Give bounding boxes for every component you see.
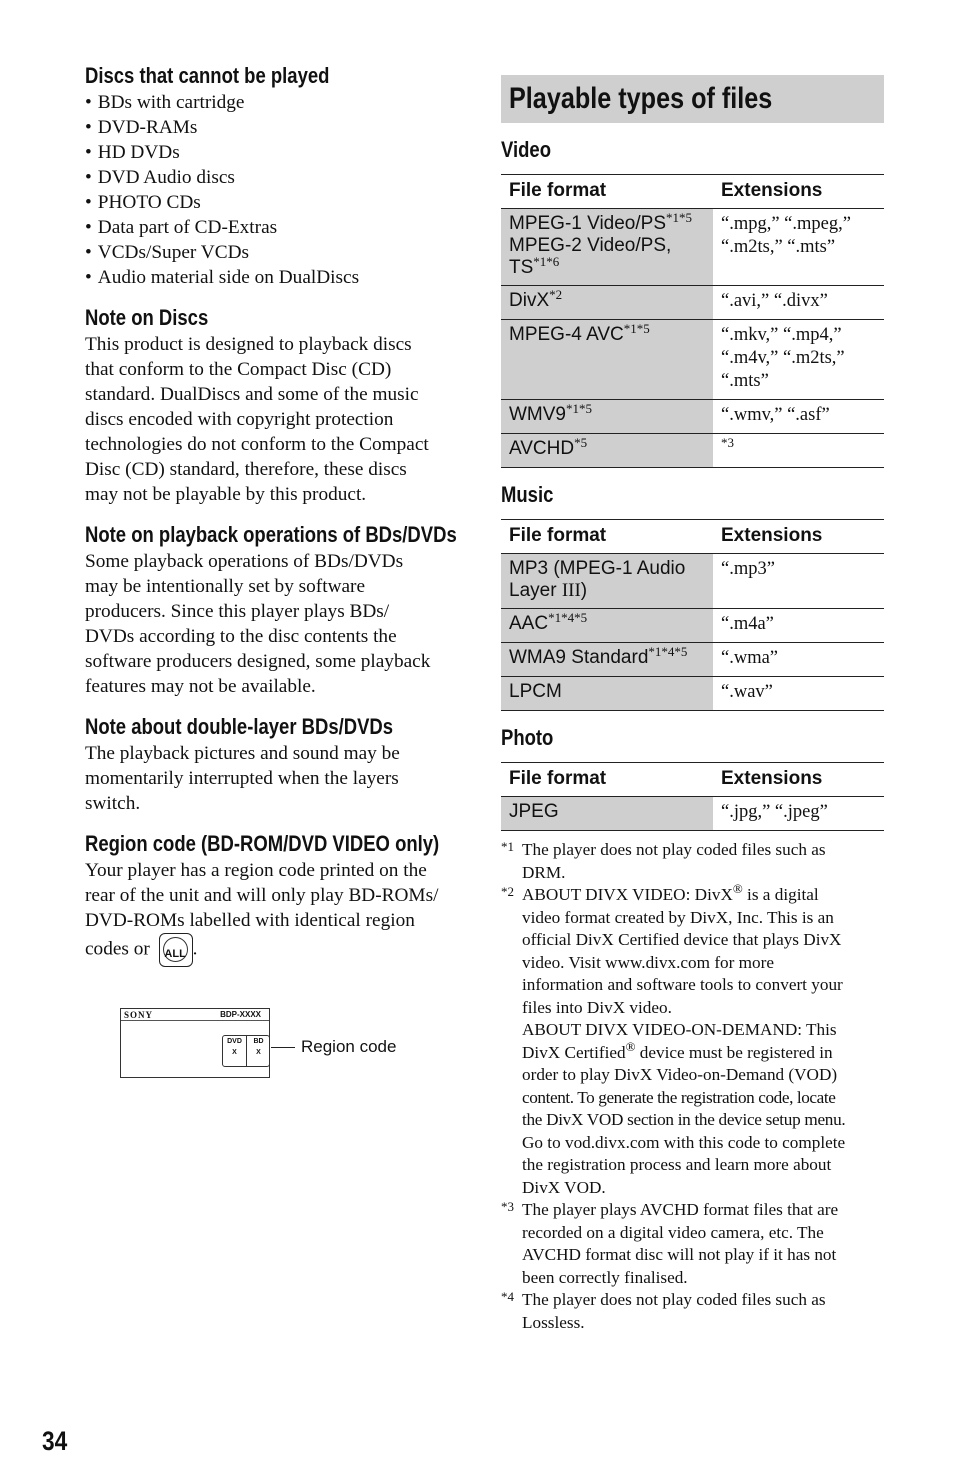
player-rear-panel-illustration [120, 1008, 270, 1078]
subheading-music: Music [501, 482, 554, 507]
format-cell: JPEG [501, 797, 713, 831]
table-row [501, 209, 884, 286]
region-code-callout: Region code [301, 1037, 397, 1056]
extension-cell: “.jpg,” “.jpeg” [713, 797, 884, 831]
text-line: DVDs according to the disc contents the [85, 626, 397, 647]
list-item: • DVD-RAMs [85, 115, 470, 140]
title-bar [501, 75, 884, 123]
footnote-mark: *4 [501, 1289, 514, 1304]
subheading-photo: Photo [501, 725, 554, 750]
extension-cell: “.mpg,” “.mpeg,” “.m2ts,” “.mts” [713, 209, 884, 286]
footnote-2: *2 ABOUT DIVX VIDEO: DivX® is a digital video format created by DivX, Inc. This is an official DivX Certified device that plays DivX video. Visit www.divx.com for more information and software tools to convert your files into DivX video. ABOUT DIVX VIDEO-ON-DEMAND: This DivX Certified® device must be registered in order to play DivX Video-on-Demand (VOD) content. To generate the registration code, locate the DivX VOD section in the device setup menu. Go to vod.divx.com with this code to complete the registration process and learn more about DivX VOD. [501, 881, 846, 1197]
format-cell: $AAC^{*1*4*5}$ [501, 609, 713, 643]
disc-list [85, 90, 470, 290]
text-line: codes or ALL . [85, 933, 470, 967]
text-line: DVD-ROMs labelled with identical region [85, 910, 415, 931]
list-item: • DVD Audio discs [85, 165, 470, 190]
list-item: • Data part of CD-Extras [85, 215, 470, 240]
column-header: File format [501, 763, 713, 797]
text-line: that conform to the Compact Disc (CD) [85, 359, 392, 380]
table-row [501, 286, 884, 320]
section-heading: Region code (BD-ROM/DVD VIDEO only) [85, 831, 440, 856]
list-item: • HD DVDs [85, 140, 470, 165]
subheading-video: Video [501, 137, 551, 162]
region-all-logo-icon: ALL [159, 933, 193, 967]
footnote-mark: *1 [501, 839, 514, 854]
column-header: File format [501, 175, 713, 209]
section-region-code [85, 830, 470, 967]
text-line: momentarily interrupted when the layers [85, 768, 399, 789]
table-row [501, 609, 884, 643]
table-row [501, 643, 884, 677]
extension-cell: “.wav” [713, 677, 884, 711]
text-line: technologies do not conform to the Compact [85, 434, 429, 455]
table-header [501, 175, 884, 209]
column-header: File format [501, 520, 713, 554]
paragraph [85, 332, 470, 507]
footnotes [501, 839, 884, 1334]
format-cell: $WMV9^{*1*5}$ [501, 400, 713, 434]
footnote-mark: *3 [501, 1199, 514, 1214]
section-note-double-layer [85, 713, 470, 816]
text-line: may not be playable by this product. [85, 484, 367, 505]
column-header: Extensions [713, 763, 884, 797]
section-discs-cannot-be-played [85, 62, 470, 290]
text-line: Disc (CD) standard, therefore, these discs [85, 459, 407, 480]
table-row [501, 434, 884, 468]
sony-logo: SONY [124, 1010, 154, 1020]
format-cell: MPEG-1 Video/$PS^{*1*5}$ MPEG-2 Video/PS, $TS^{*1*6}$ [501, 209, 713, 286]
text-line: software producers designed, some playback [85, 651, 431, 672]
extension-cell: “.mp3” [713, 554, 884, 609]
text-line: discs encoded with copyright protection [85, 409, 394, 430]
paragraph [85, 549, 470, 699]
extension-cell: “.mkv,” “.mp4,” “.m4v,” “.m2ts,” “.mts” [713, 320, 884, 400]
format-cell: WMA9 Standard$^{*1*4*5}$ [501, 643, 713, 677]
section-heading: Note on Discs [85, 305, 209, 330]
text-line: Your player has a region code printed on the [85, 860, 427, 881]
paragraph [85, 741, 470, 816]
text-line: standard. DualDiscs and some of the music [85, 384, 419, 405]
table-row [501, 677, 884, 711]
list-item: • Audio material side on DualDiscs [85, 265, 470, 290]
list-item: • VCDs/Super VCDs [85, 240, 470, 265]
text-line: may be intentionally set by software [85, 576, 366, 597]
region-code-label: DVD X BD X [222, 1035, 270, 1067]
photo-table [501, 762, 884, 831]
footnote-mark: *2 [501, 884, 514, 899]
page-title: Playable types of files [509, 82, 773, 115]
section-note-on-discs [85, 304, 470, 507]
page-number: 34 [42, 1426, 68, 1456]
section-heading: Note on playback operations of BDs/DVDs [85, 522, 457, 547]
column-header: Extensions [713, 520, 884, 554]
extension-cell: *3 [713, 434, 884, 468]
video-table [501, 174, 884, 468]
extension-cell: “.wma” [713, 643, 884, 677]
section-heading: Note about double-layer BDs/DVDs [85, 714, 394, 739]
table-header [501, 520, 884, 554]
format-cell: AVCHD$^{*5}$ [501, 434, 713, 468]
extension-cell: “.avi,” “.divx” [713, 286, 884, 320]
music-table [501, 519, 884, 711]
list-item: • BDs with cartridge [85, 90, 470, 115]
text-line: features may not be available. [85, 676, 316, 697]
paragraph [85, 858, 470, 967]
table-row [501, 400, 884, 434]
footnote-1: *1 The player does not play coded files such as DRM. [501, 839, 826, 882]
text-line: rear of the unit and will only play BD-ROMs/ [85, 885, 439, 906]
table-row [501, 797, 884, 831]
table-header [501, 763, 884, 797]
format-cell: LPCM [501, 677, 713, 711]
list-item: • PHOTO CDs [85, 190, 470, 215]
right-column [501, 75, 884, 1334]
text-line: Some playback operations of BDs/DVDs [85, 551, 404, 572]
callout-line [271, 1047, 295, 1048]
format-cell: DivX$^{*2}$ [501, 286, 713, 320]
extension-cell: “.m4a” [713, 609, 884, 643]
model-label: BDP-XXXX [220, 1010, 261, 1019]
text-line: producers. Since this player plays BDs/ [85, 601, 390, 622]
format-cell: MPEG-4 $AVC^{*1*5}$ [501, 320, 713, 400]
section-note-on-playback [85, 521, 470, 699]
text-line: This product is designed to playback discs [85, 334, 412, 355]
footnote-3: *3 The player plays AVCHD format files that are recorded on a digital video camera, etc. The AVCHD format disc will not play if it has not been correctly finalised. [501, 1199, 839, 1287]
text-line: switch. [85, 793, 141, 814]
extension-cell: “.wmv,” “.asf” [713, 400, 884, 434]
text-line: The playback pictures and sound may be [85, 743, 400, 764]
left-column [85, 62, 470, 981]
column-header: Extensions [713, 175, 884, 209]
format-cell: MP3 (MPEG-1 Audio Layer III) [501, 554, 713, 609]
table-row [501, 320, 884, 400]
section-heading: Discs that cannot be played [85, 63, 330, 88]
footnote-4: *4 The player does not play coded files such as Lossless. [501, 1289, 826, 1332]
table-row [501, 554, 884, 609]
